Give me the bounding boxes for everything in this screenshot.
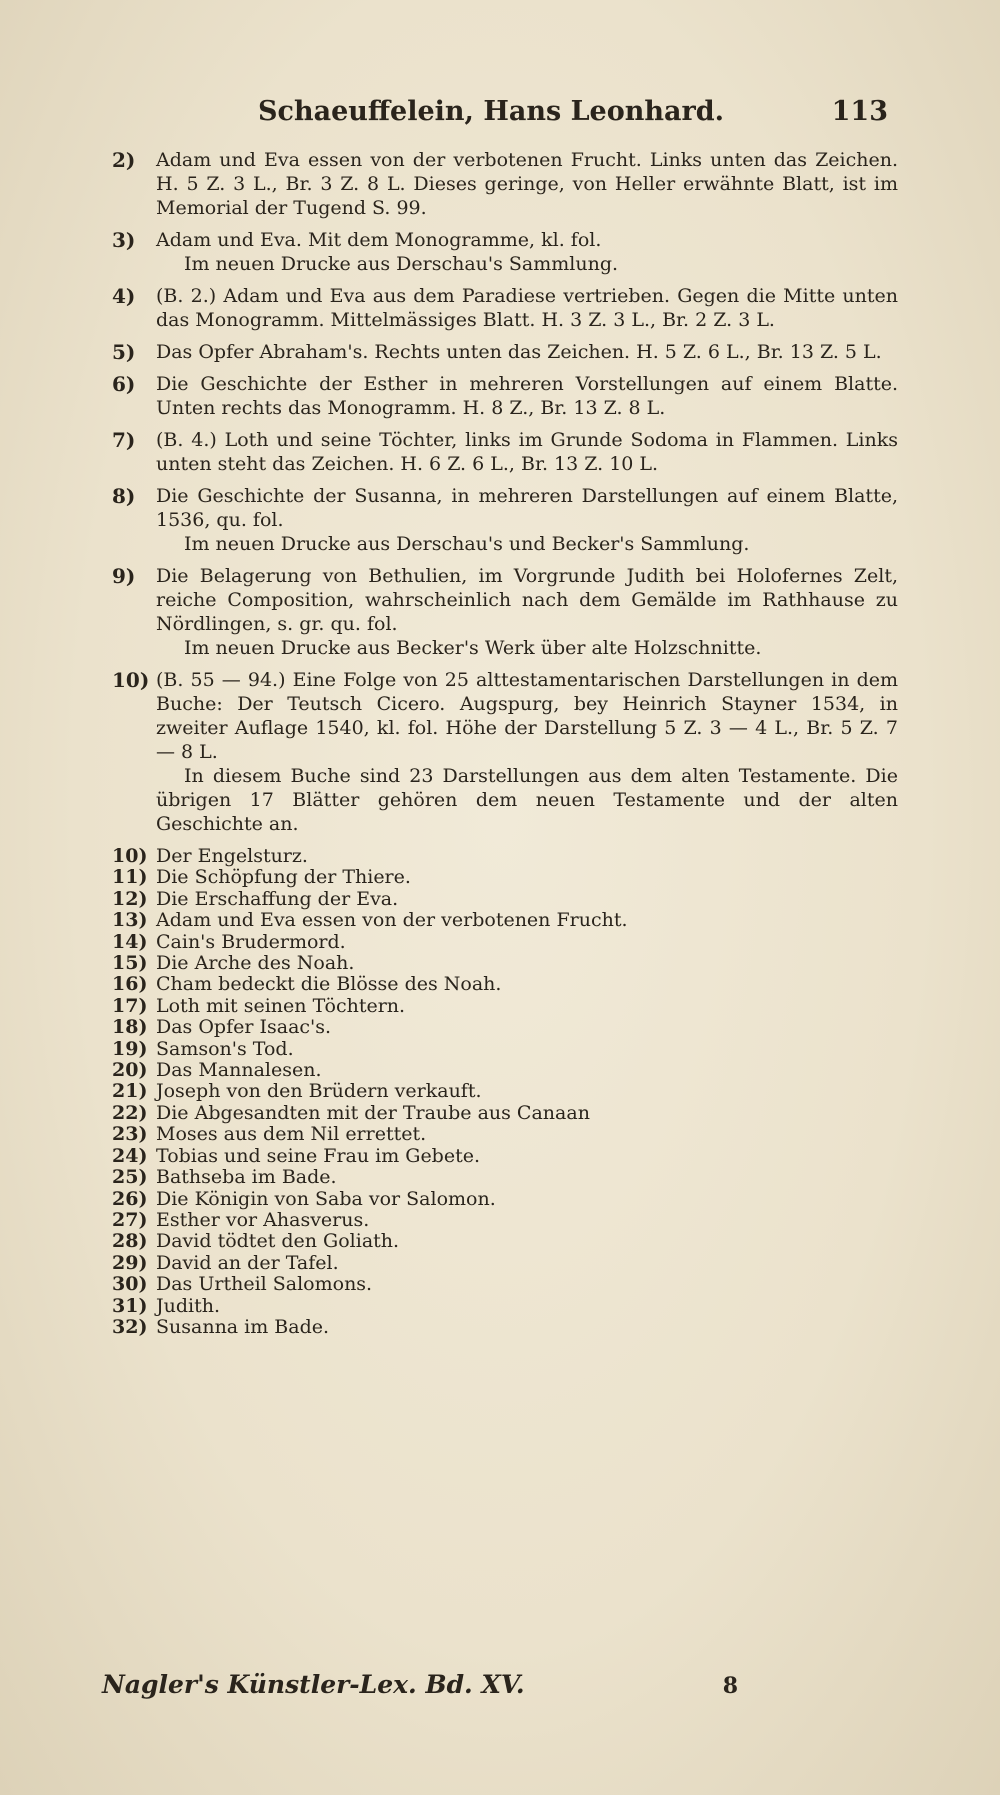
page-number: 113 (831, 96, 888, 127)
list-item (112, 1210, 898, 1231)
list-item (112, 910, 898, 931)
entry-note: Im neuen Drucke aus Derschau's und Becker's Sammlung. (184, 533, 750, 555)
plate-number: 23) (112, 1123, 148, 1146)
plate-number: 25) (112, 1166, 148, 1189)
plate-number: 16) (112, 973, 148, 996)
list-item (112, 1017, 898, 1038)
plate-title: Das Urtheil Salomons. (156, 1273, 373, 1296)
catalog-entry (112, 564, 898, 660)
list-item (112, 974, 898, 995)
list-item (112, 1296, 898, 1317)
entry-description: (B. 4.) Loth und seine Töchter, links im Grunde Sodoma in Flammen. Links unten steht das Zeichen. H. 6 Z. 6 L., Br. 13 Z. 10 L. (156, 429, 898, 475)
plate-number: 12) (112, 887, 148, 910)
catalog-entry (112, 340, 898, 364)
entry-list (112, 148, 898, 836)
plate-title: Esther vor Ahasverus. (156, 1208, 370, 1231)
plate-number: 31) (112, 1294, 148, 1317)
list-item (112, 1103, 898, 1124)
plate-title: Die Erschaffung der Eva. (156, 887, 399, 910)
catalog-entry (112, 148, 898, 220)
plate-title: David tödtet den Goliath. (156, 1230, 400, 1253)
plate-title: Die Arche des Noah. (156, 952, 355, 975)
entry-number: 2) (112, 148, 136, 172)
list-item (112, 953, 898, 974)
catalog-entry (112, 668, 898, 836)
catalog-entry (112, 284, 898, 332)
plate-title: Moses aus dem Nil errettet. (156, 1123, 427, 1146)
plate-number: 32) (112, 1315, 148, 1338)
list-item (112, 1124, 898, 1145)
plate-title: Cain's Brudermord. (156, 930, 346, 953)
plate-title: Loth mit seinen Töchtern. (156, 994, 406, 1017)
plate-number: 22) (112, 1101, 148, 1124)
plate-number: 19) (112, 1037, 148, 1060)
plate-title: Die Königin von Saba vor Salomon. (156, 1187, 496, 1210)
plate-number: 10) (112, 845, 148, 867)
entry-number: 10) (112, 668, 150, 692)
list-item (112, 1146, 898, 1167)
plate-number: 28) (112, 1230, 148, 1253)
entry-description: (B. 55 — 94.) Eine Folge von 25 alttestamentarischen Darstellungen in dem Buche: Der Teutsch Cicero. Augspurg, bey Heinrich Stayner 1534, in zweiter Auflage 1540, kl. fol. Höhe der Darstellung 5 Z. 3 — 4 L., Br. 5 Z. 7 — 8 L. (156, 669, 898, 763)
catalog-entry (112, 228, 898, 276)
entry-description: Die Belagerung von Bethulien, im Vorgrunde Judith bei Holofernes Zelt, reiche Composition, wahrscheinlich nach dem Gemälde im Rathhause zu Nördlingen, s. gr. qu. fol. (156, 565, 898, 635)
plate-number: 30) (112, 1273, 148, 1296)
entry-note: Im neuen Drucke aus Becker's Werk über alte Holzschnitte. (184, 637, 762, 659)
plate-number: 15) (112, 952, 148, 975)
plate-number: 26) (112, 1187, 148, 1210)
entry-number: 4) (112, 284, 136, 308)
list-item (112, 1253, 898, 1274)
plate-number: 17) (112, 994, 148, 1017)
list-item (112, 1274, 898, 1295)
entry-description: Die Geschichte der Susanna, in mehreren Darstellungen auf einem Blatte, 1536, qu. fol. (156, 485, 898, 531)
list-item (112, 1317, 898, 1338)
list-item (112, 996, 898, 1017)
entry-number: 6) (112, 372, 136, 396)
list-item (112, 1231, 898, 1252)
plate-title: Der Engelsturz. (156, 845, 308, 867)
list-item (112, 932, 898, 953)
entry-text (156, 668, 898, 836)
plate-number: 14) (112, 930, 148, 953)
list-item (112, 889, 898, 910)
plate-list (112, 846, 898, 1338)
plate-title: Die Abgesandten mit der Traube aus Canaan (156, 1101, 590, 1124)
list-item (112, 1189, 898, 1210)
plate-number: 24) (112, 1144, 148, 1167)
entry-number: 8) (112, 484, 136, 508)
catalog-entry (112, 428, 898, 476)
plate-number: 13) (112, 909, 148, 932)
entry-description: (B. 2.) Adam und Eva aus dem Paradiese vertrieben. Gegen die Mitte unten das Monogramm. Mittelmässiges Blatt. H. 3 Z. 3 L., Br. 2 Z. 3 L. (156, 285, 898, 331)
plate-title: Tobias und seine Frau im Gebete. (156, 1144, 481, 1167)
entry-description: Die Geschichte der Esther in mehreren Vorstellungen auf einem Blatte. Unten rechts das Monogramm. H. 8 Z., Br. 13 Z. 8 L. (156, 373, 898, 419)
entry-text (156, 372, 898, 420)
entry-text (156, 428, 898, 476)
catalog-entry (112, 372, 898, 420)
list-item (112, 1060, 898, 1081)
list-item (112, 867, 898, 888)
plate-title: Judith. (156, 1294, 221, 1317)
plate-title: Das Opfer Isaac's. (156, 1016, 332, 1039)
plate-title: David an der Tafel. (156, 1251, 339, 1274)
plate-title: Bathseba im Bade. (156, 1166, 337, 1189)
entry-number: 3) (112, 228, 136, 252)
page-title: Schaeuffelein, Hans Leonhard. (258, 96, 725, 127)
entry-number: 5) (112, 340, 136, 364)
plate-title: Samson's Tod. (156, 1037, 294, 1060)
signature-mark: 8 (722, 1673, 738, 1699)
entry-text (156, 484, 898, 556)
plate-number: 27) (112, 1208, 148, 1231)
entry-note: Im neuen Drucke aus Derschau's Sammlung. (184, 253, 619, 275)
catalog-entry (112, 484, 898, 556)
list-item (112, 846, 898, 867)
plate-number: 11) (112, 866, 148, 889)
plate-title: Joseph von den Brüdern verkauft. (156, 1080, 482, 1103)
plate-title: Adam und Eva essen von der verbotenen Frucht. (156, 909, 628, 932)
entry-text (156, 340, 898, 364)
entry-description: Adam und Eva. Mit dem Monogramme, kl. fol. (156, 229, 602, 251)
plate-number: 18) (112, 1016, 148, 1039)
footer-reference: Nagler's Künstler-Lex. Bd. XV. (102, 1670, 525, 1699)
plate-title: Cham bedeckt die Blösse des Noah. (156, 973, 502, 996)
list-item (112, 1081, 898, 1102)
list-item (112, 1039, 898, 1060)
entry-number: 9) (112, 564, 136, 588)
plate-title: Das Mannalesen. (156, 1059, 322, 1082)
entry-text (156, 148, 898, 220)
entry-note: In diesem Buche sind 23 Darstellungen aus dem alten Testamente. Die übrigen 17 Blätter gehören dem neuen Testamente und der alten Geschichte an. (156, 765, 898, 835)
entry-number: 7) (112, 428, 136, 452)
plate-number: 20) (112, 1059, 148, 1082)
list-item (112, 1167, 898, 1188)
running-header (130, 96, 888, 127)
plate-number: 29) (112, 1251, 148, 1274)
entry-description: Das Opfer Abraham's. Rechts unten das Zeichen. H. 5 Z. 6 L., Br. 13 Z. 5 L. (156, 341, 882, 363)
page-body (112, 148, 898, 1338)
plate-title: Die Schöpfung der Thiere. (156, 866, 411, 889)
entry-text (156, 284, 898, 332)
plate-number: 21) (112, 1080, 148, 1103)
entry-text (156, 228, 898, 276)
page-footer (102, 1670, 738, 1699)
entry-description: Adam und Eva essen von der verbotenen Frucht. Links unten das Zeichen. H. 5 Z. 3 L., Br. 3 Z. 8 L. Dieses geringe, von Heller erwähnte Blatt, ist im Memorial der Tugend S. 99. (156, 149, 898, 219)
entry-text (156, 564, 898, 660)
plate-title: Susanna im Bade. (156, 1315, 330, 1338)
